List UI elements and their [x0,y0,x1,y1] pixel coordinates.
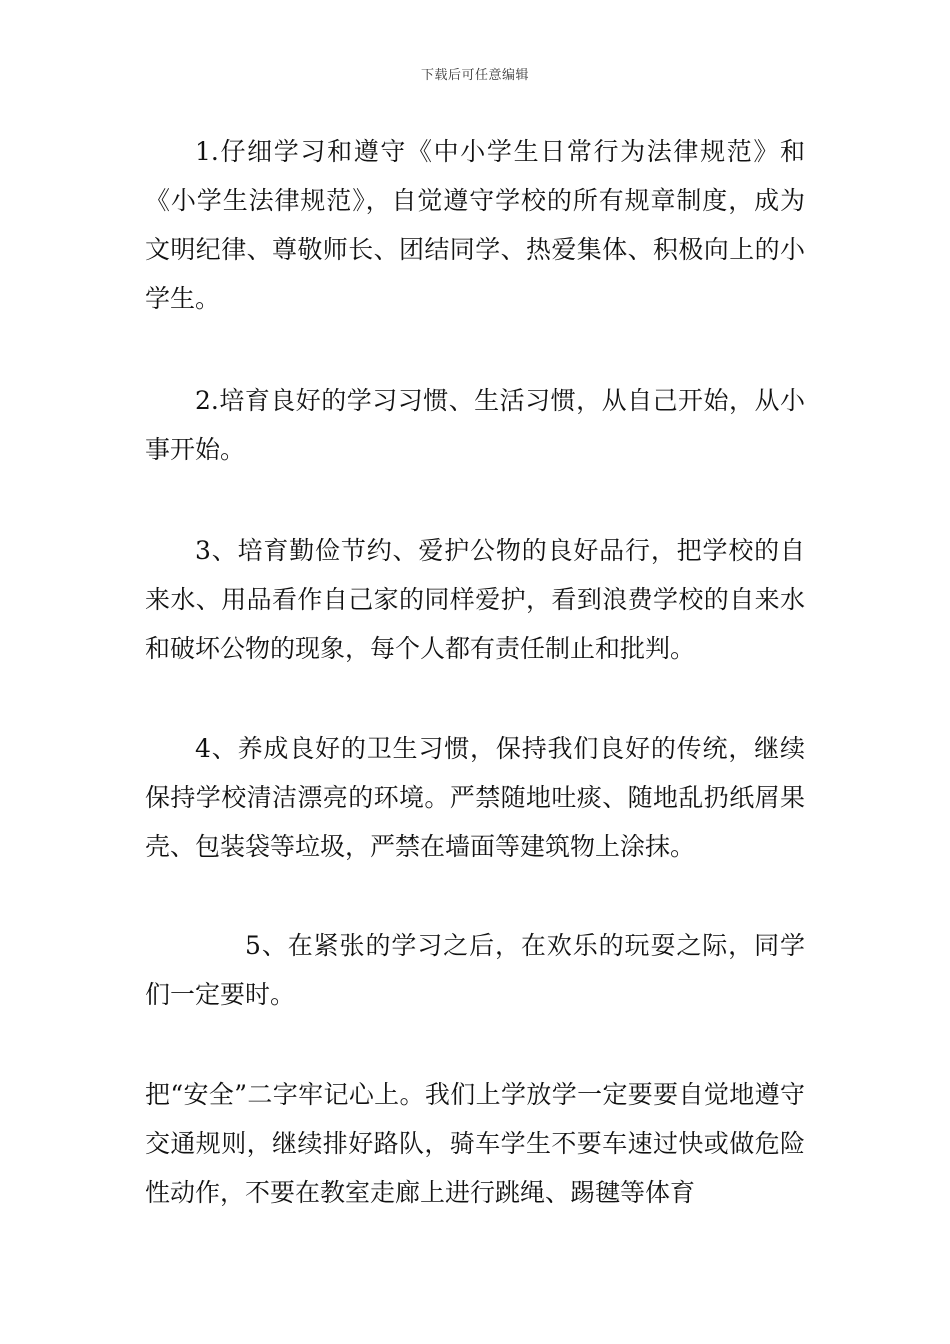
paragraph-1: 1.仔细学习和遵守《中小学生日常行为法律规范》和《小学生法律规范》，自觉遵守学校的所有规章制度，成为文明纪律、尊敬师长、团结同学、热爱集体、积极向上的小学生。 [145,137,805,313]
paragraph-4: 4、养成良好的卫生习惯，保持我们良好的传统，继续保持学校清洁漂亮的环境。严禁随地吐痰、随地乱扔纸屑果壳、包装袋等垃圾，严禁在墙面等建筑物上涂抹。 [145,734,805,861]
paragraph-5: 5、在紧张的学习之后，在欢乐的玩耍之际，同学们一定要时。 [145,931,805,1009]
paragraph-2: 2.培育良好的学习习惯、生活习惯，从自己开始，从小事开始。 [145,386,805,464]
header-note: 下载后可任意编辑 [420,68,529,83]
paragraph-6: 把“安全”二字牢记心上。我们上学放学一定要要自觉地遵守交通规则，继续排好路队，骑车学生不要车速过快或做危险性动作，不要在教室走廊上进行跳绳、踢毽等体育 [145,1080,805,1207]
paragraph-3: 3、培育勤俭节约、爱护公物的良好品行，把学校的自来水、用品看作自己家的同样爱护，看到浪费学校的自来水和破坏公物的现象，每个人都有责任制止和批判。 [145,536,805,663]
